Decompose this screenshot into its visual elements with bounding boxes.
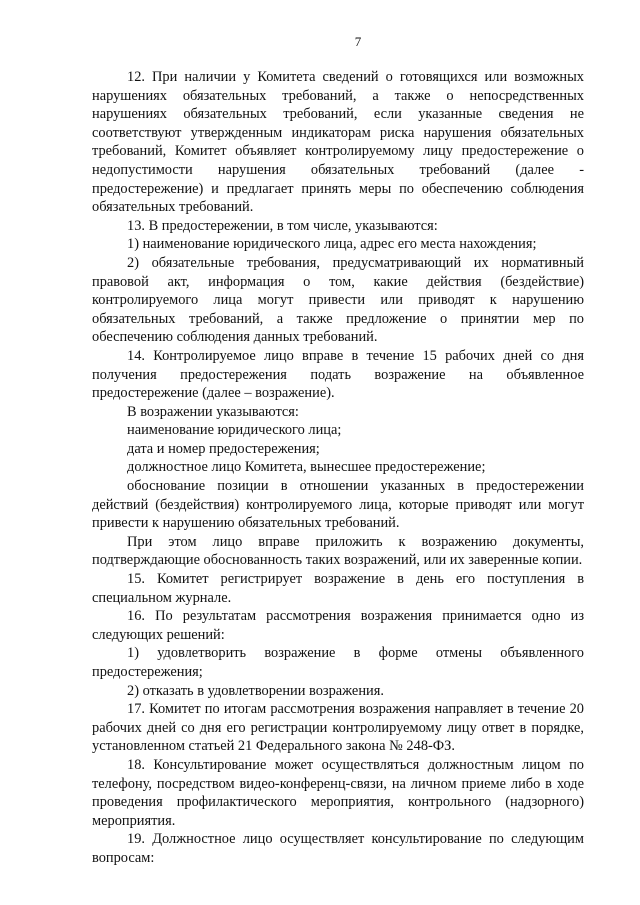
paragraph-14: 14. Контролируемое лицо вправе в течение 15 рабочих дней со дня получения предостережения подать возражение на объявленное предостережение (далее – возражение). xyxy=(92,347,584,402)
objection-item-official: должностное лицо Комитета, вынесшее предостережение; xyxy=(127,459,486,476)
paragraph-18: 18. Консультирование может осуществляться должностным лицом по телефону, посредством видео-конференц-связи, на личном приеме либо в ходе проведения профилактического мероприятия, контрольного (надзорного) мероприятия. xyxy=(92,756,584,829)
paragraph-16-item-1: 1) удовлетворить возражение в форме отмены объявленного предостережения; xyxy=(92,645,584,680)
page-number: 7 xyxy=(354,34,362,49)
objection-item-justification: обоснование позиции в отношении указанных в предостережении действий (бездействия) контролируемого лица, которые приводят или могут привести к нарушению обязательных требований. xyxy=(92,478,584,532)
objection-item-name: наименование юридического лица; xyxy=(127,422,342,439)
paragraph-15: 15. Комитет регистрирует возражение в день его поступления в специальном журнале. xyxy=(92,571,584,606)
objection-item-date: дата и номер предостережения; xyxy=(127,440,320,457)
paragraph-12: 12. При наличии у Комитета сведений о готовящихся или возможных нарушениях обязательных требований, а также о непосредственных нарушениях обязательных требований, если указанные сведения не соответствуют утвержденным индикаторам риска нарушения обязательных требований, Комитет объявляет контролируемому лицу предостережение о недопустимости нарушения обязательных требований (далее - предостережение) и предлагает принять меры по обеспечению соблюдения обязательных требований. xyxy=(92,69,584,216)
paragraph-16-item-2: 2) отказать в удовлетворении возражения. xyxy=(127,682,384,699)
paragraph-13: 13. В предостережении, в том числе, указываются: xyxy=(127,217,438,234)
paragraph-13-item-1: 1) наименование юридического лица, адрес его места нахождения; xyxy=(127,236,537,253)
paragraph-13-item-2: 2) обязательные требования, предусматривающий их нормативный правовой акт, информация о том, какие действия (бездействие) контролируемого лица могут привести или приводят к нарушению обязательных требований, а также предложение о принятии мер по обеспечению соблюдения данных требований. xyxy=(92,254,584,346)
paragraph-19: 19. Должностное лицо осуществляет консультирование по следующим вопросам: xyxy=(92,831,584,866)
paragraph-17: 17. Комитет по итогам рассмотрения возражения направляет в течение 20 рабочих дней со дня его регистрации контролируемому лицу ответ в порядке, установленном статьей 21 Федерального закона № 248-ФЗ. xyxy=(92,701,584,755)
objection-attachments: При этом лицо вправе приложить к возражению документы, подтверждающие обоснованность таких возражений, или их заверенные копии. xyxy=(92,533,584,569)
objection-contents-heading: В возражении указываются: xyxy=(127,403,299,420)
paragraph-16: 16. По результатам рассмотрения возражения принимается одно из следующих решений: xyxy=(92,608,584,643)
